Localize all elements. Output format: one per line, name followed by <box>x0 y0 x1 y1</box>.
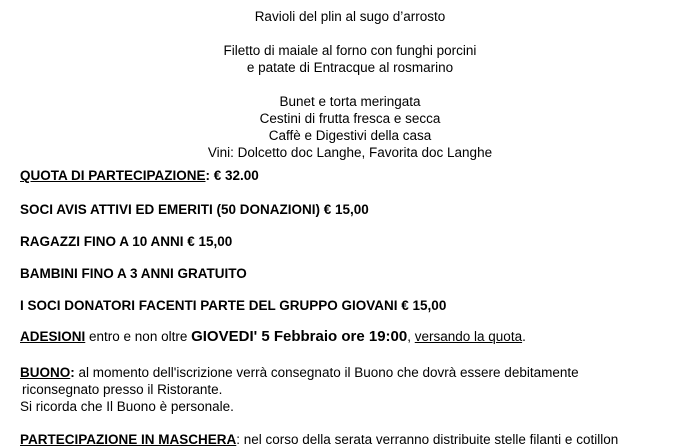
menu-section <box>0 8 700 161</box>
ragazzi-line: RAGAZZI FINO A 10 ANNI € 15,00 <box>20 234 233 249</box>
menu-item-caffe: Caffè e Digestivi della casa <box>268 128 432 143</box>
buono-colon: : <box>70 365 75 380</box>
quota-price: : € 32.00 <box>205 168 259 183</box>
menu-item-bunet: Bunet e torta meringata <box>279 94 421 109</box>
adesioni-end: . <box>522 329 526 344</box>
buono-text-2: riconsegnato presso il Ristorante. <box>22 382 223 397</box>
menu-item-filetto: Filetto di maiale al forno con funghi porcini <box>223 43 477 58</box>
maschera-label: PARTECIPAZIONE IN MASCHERA <box>20 432 237 447</box>
menu-item-patate: e patate di Entracque al rosmarino <box>246 60 454 75</box>
adesioni-date: GIOVEDI' 5 Febbraio ore 19:00 <box>191 328 408 345</box>
maschera-line <box>20 431 618 448</box>
quota-label: QUOTA DI PARTECIPAZIONE <box>20 168 206 183</box>
adesioni-comma: , <box>407 329 415 344</box>
buono-label: BUONO <box>20 365 71 380</box>
adesioni-label: ADESIONI <box>20 329 86 344</box>
adesioni-line <box>20 328 526 345</box>
quota-line <box>20 167 259 184</box>
bambini-line: BAMBINI FINO A 3 ANNI GRATUITO <box>20 266 247 281</box>
adesioni-text: entro e non oltre <box>85 329 192 344</box>
maschera-text: : nel corso della serata verranno distribuite stelle filanti e cotillon <box>236 432 619 447</box>
soci-avis-line: SOCI AVIS ATTIVI ED EMERITI (50 DONAZIONI) € 15,00 <box>20 202 369 217</box>
menu-item-vini: Vini: Dolcetto doc Langhe, Favorita doc Langhe <box>207 145 493 160</box>
giovani-line: I SOCI DONATORI FACENTI PARTE DEL GRUPPO GIOVANI € 15,00 <box>20 298 447 313</box>
menu-item-ravioli: Ravioli del plin al sugo d’arrosto <box>254 9 446 24</box>
buono-text-3: Si ricorda che Il Buono è personale. <box>20 399 234 414</box>
buono-line <box>20 364 579 381</box>
adesioni-quota-link: versando la quota <box>414 329 523 344</box>
buono-text: al momento dell'iscrizione verrà consegnato il Buono che dovrà essere debitamente <box>74 365 579 380</box>
menu-item-cestini: Cestini di frutta fresca e secca <box>259 111 441 126</box>
